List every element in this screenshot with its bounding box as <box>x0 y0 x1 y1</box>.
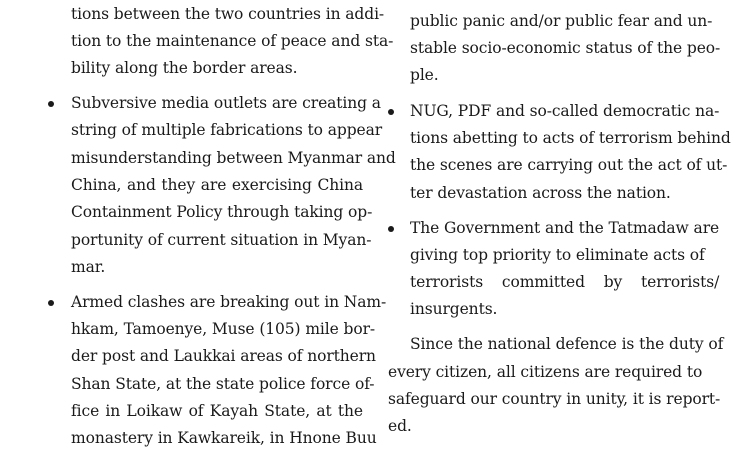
text-line: string of multiple fabrications to appear <box>71 121 383 139</box>
text-line: fice in Loikaw of Kayah State, at the <box>71 402 363 420</box>
text-line: misunderstanding between Myanmar and <box>71 149 396 167</box>
bullet-icon <box>388 226 394 232</box>
text-line: safeguard our country in unity, it is report- <box>388 390 721 408</box>
text-line: der post and Laukkai areas of northern <box>71 347 376 365</box>
text-line: stable socio-economic status of the peo- <box>410 39 721 57</box>
text-line: Containment Policy through taking op- <box>71 203 373 221</box>
text-line: Since the national defence is the duty of <box>410 335 724 353</box>
text-line: insurgents. <box>410 300 498 318</box>
text-line: portunity of current situation in Myan- <box>71 231 372 249</box>
text-line: hkam, Tamoenye, Muse (105) mile bor- <box>71 320 376 338</box>
text-line: mar. <box>71 258 106 276</box>
text-line: tions abetting to acts of terrorism behind <box>410 129 731 147</box>
text-line: ter devastation across the nation. <box>410 184 671 202</box>
text-line: ed. <box>388 417 412 435</box>
text-line: Subversive media outlets are creating a <box>71 94 381 112</box>
text-line: tions between the two countries in addi- <box>71 5 385 23</box>
text-line: terrorists committed by terrorists/ <box>410 273 720 291</box>
bullet-icon <box>48 101 54 107</box>
text-line: NUG, PDF and so-called democratic na- <box>410 102 720 120</box>
text-line: The Government and the Tatmadaw are <box>410 219 720 237</box>
text-line: the scenes are carrying out the act of ut- <box>410 156 728 174</box>
text-line: ple. <box>410 66 439 84</box>
text-line: Armed clashes are breaking out in Nam- <box>71 293 387 311</box>
bullet-icon <box>388 109 394 115</box>
text-line: Shan State, at the state police force of- <box>71 375 375 393</box>
bullet-icon <box>48 300 54 306</box>
text-line: bility along the border areas. <box>71 59 298 77</box>
text-line: monastery in Kawkareik, in Hnone Buu <box>71 429 377 447</box>
text-line: every citizen, all citizens are required to <box>388 363 703 381</box>
text-line: China, and they are exercising China <box>71 176 363 194</box>
text-line: tion to the maintenance of peace and sta- <box>71 32 394 50</box>
text-line: giving top priority to eliminate acts of <box>410 246 705 264</box>
text-line: public panic and/or public fear and un- <box>410 12 713 30</box>
